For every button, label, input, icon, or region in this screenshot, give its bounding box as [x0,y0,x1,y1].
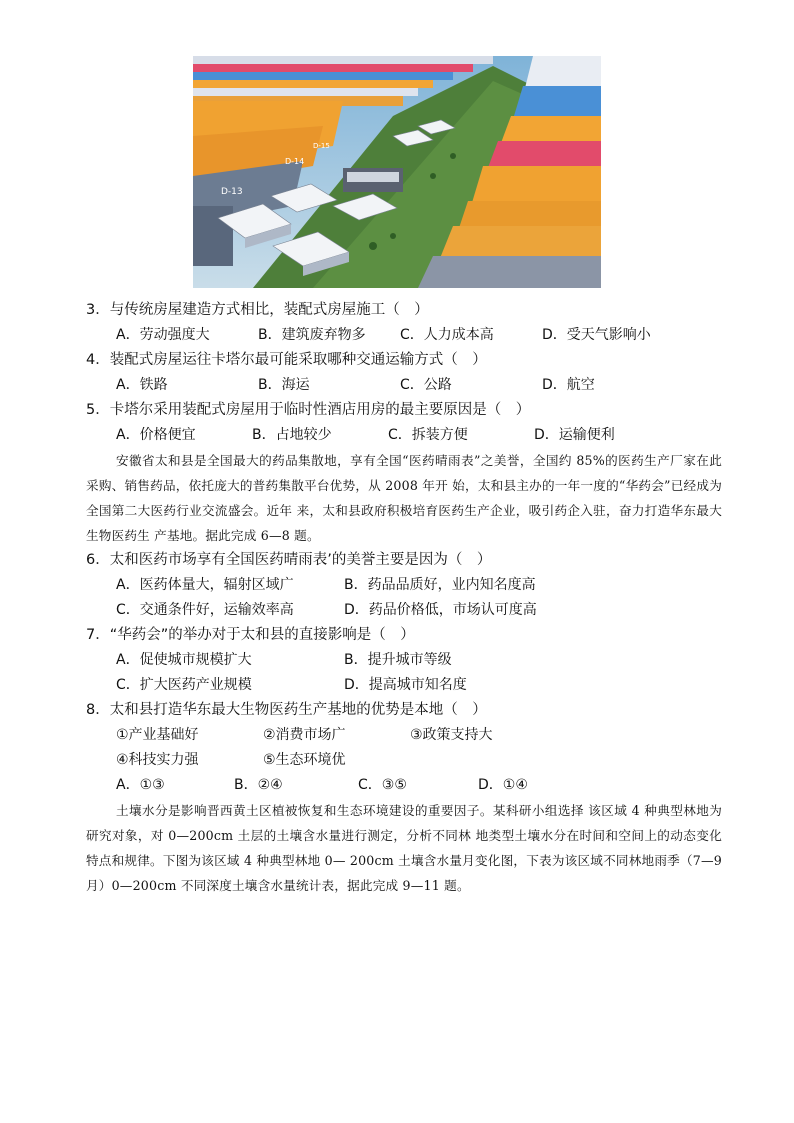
q8-choice-1: ①产业基础好 [116,727,199,743]
q8-choice-5: ⑤生态环境优 [263,752,346,768]
q7-option-b: B．提升城市等级 [344,652,452,668]
q8-option-b: B．②④ [234,777,283,793]
q5-option-c: C．拆装方便 [388,427,468,443]
q6-option-a: A．医药体量大，辐射区域广 [116,577,294,593]
question-5-options [86,423,722,448]
question-8-stem: 8．太和县打造华东最大生物医药生产基地的优势是本地（ ） [86,702,487,718]
q6-option-c: C．交通条件好，运输效率高 [116,602,294,618]
question-3-stem: 3．与传统房屋建造方式相比，装配式房屋施工（ ） [86,302,429,318]
passage-taihe-medicine: 安徽省太和县是全国最大的药品集散地，享有全国“医药晴雨表”之美誉，全国约 85%的医药生产厂家在此采购、销售药品，依托庞大的普药集散平台优势，从 2008 年开 始，太和县主办的一年一度的“华药会”已经成为全国第二大医药行业交流盛会。近年 来，太和县政府积极培育医药生产企业，吸引药企入驻，奋力打造华东最大生物医药生 产基地。据此完成 6—8 题。 [86,453,722,543]
q5-option-a: A．价格便宜 [116,427,196,443]
q4-option-b: B．海运 [258,377,310,393]
house-label-d13: D-13 [221,187,243,197]
question-7-stem: 7．“华药会”的举办对于太和县的直接影响是（ ） [86,627,415,643]
q6-option-b: B．药品品质好，业内知名度高 [344,577,536,593]
q8-choice-4: ④科技实力强 [116,752,199,768]
q7-option-c: C．扩大医药产业规模 [116,677,252,693]
q3-option-d: D．受天气影响小 [542,327,651,343]
document-body [86,298,722,908]
passage-soil-moisture: 土壤水分是影响晋西黄土区植被恢复和生态环境建设的重要因子。某科研小组选择 该区域 4 种典型林地为研究对象，对 0—200cm 土层的土壤含水量进行测定，分析不同林 地类型土壤水分在时间和空间上的动态变化特点和规律。下图为该区域 4 种典型林地 0— 200cm 土壤含水量月变化图，下表为该区域不同林地雨季（7—9 月）0—200cm 不同深度土壤含水量统计表，据此完成 9—11 题。 [86,803,722,893]
q8-choice-2: ②消费市场广 [263,727,346,743]
q7-option-d: D．提高城市知名度 [344,677,467,693]
q4-option-d: D．航空 [542,377,595,393]
question-8-options [86,773,722,798]
question-6-options-row1 [86,573,722,598]
question-6-options-row2 [86,598,722,623]
q3-option-a: A．劳动强度大 [116,327,210,343]
house-label-d15: D-15 [313,142,330,150]
q4-option-a: A．铁路 [116,377,168,393]
question-4-stem: 4．装配式房屋运往卡塔尔最可能采取哪种交通运输方式（ ） [86,352,487,368]
q4-option-c: C．公路 [400,377,452,393]
question-7-options-row2 [86,673,722,698]
question-7-options-row1 [86,648,722,673]
q7-option-a: A．促使城市规模扩大 [116,652,252,668]
q8-choice-3: ③政策支持大 [410,727,493,743]
q5-option-b: B．占地较少 [252,427,332,443]
q3-option-b: B．建筑废弃物多 [258,327,366,343]
q6-option-d: D．药品价格低，市场认可度高 [344,602,537,618]
question-6-stem: 6．太和医药市场享有全国医药晴雨表’的美誉主要是因为（ ） [86,552,492,568]
q8-option-c: C．③⑤ [358,777,407,793]
q8-option-a: A．①③ [116,777,165,793]
q5-option-d: D．运输便利 [534,427,615,443]
q3-option-c: C．人力成本高 [400,327,494,343]
question-8-choices-row2 [86,748,722,773]
question-4-options [86,373,722,398]
q8-option-d: D．①④ [478,777,528,793]
question-8-choices-row1 [86,723,722,748]
question-3-options [86,323,722,348]
prefab-housing-camp-illustration [193,56,601,288]
prefab-housing-image [193,56,601,288]
question-5-stem: 5．卡塔尔采用装配式房屋用于临时性酒店用房的最主要原因是（ ） [86,402,531,418]
house-label-d14: D-14 [285,157,305,166]
